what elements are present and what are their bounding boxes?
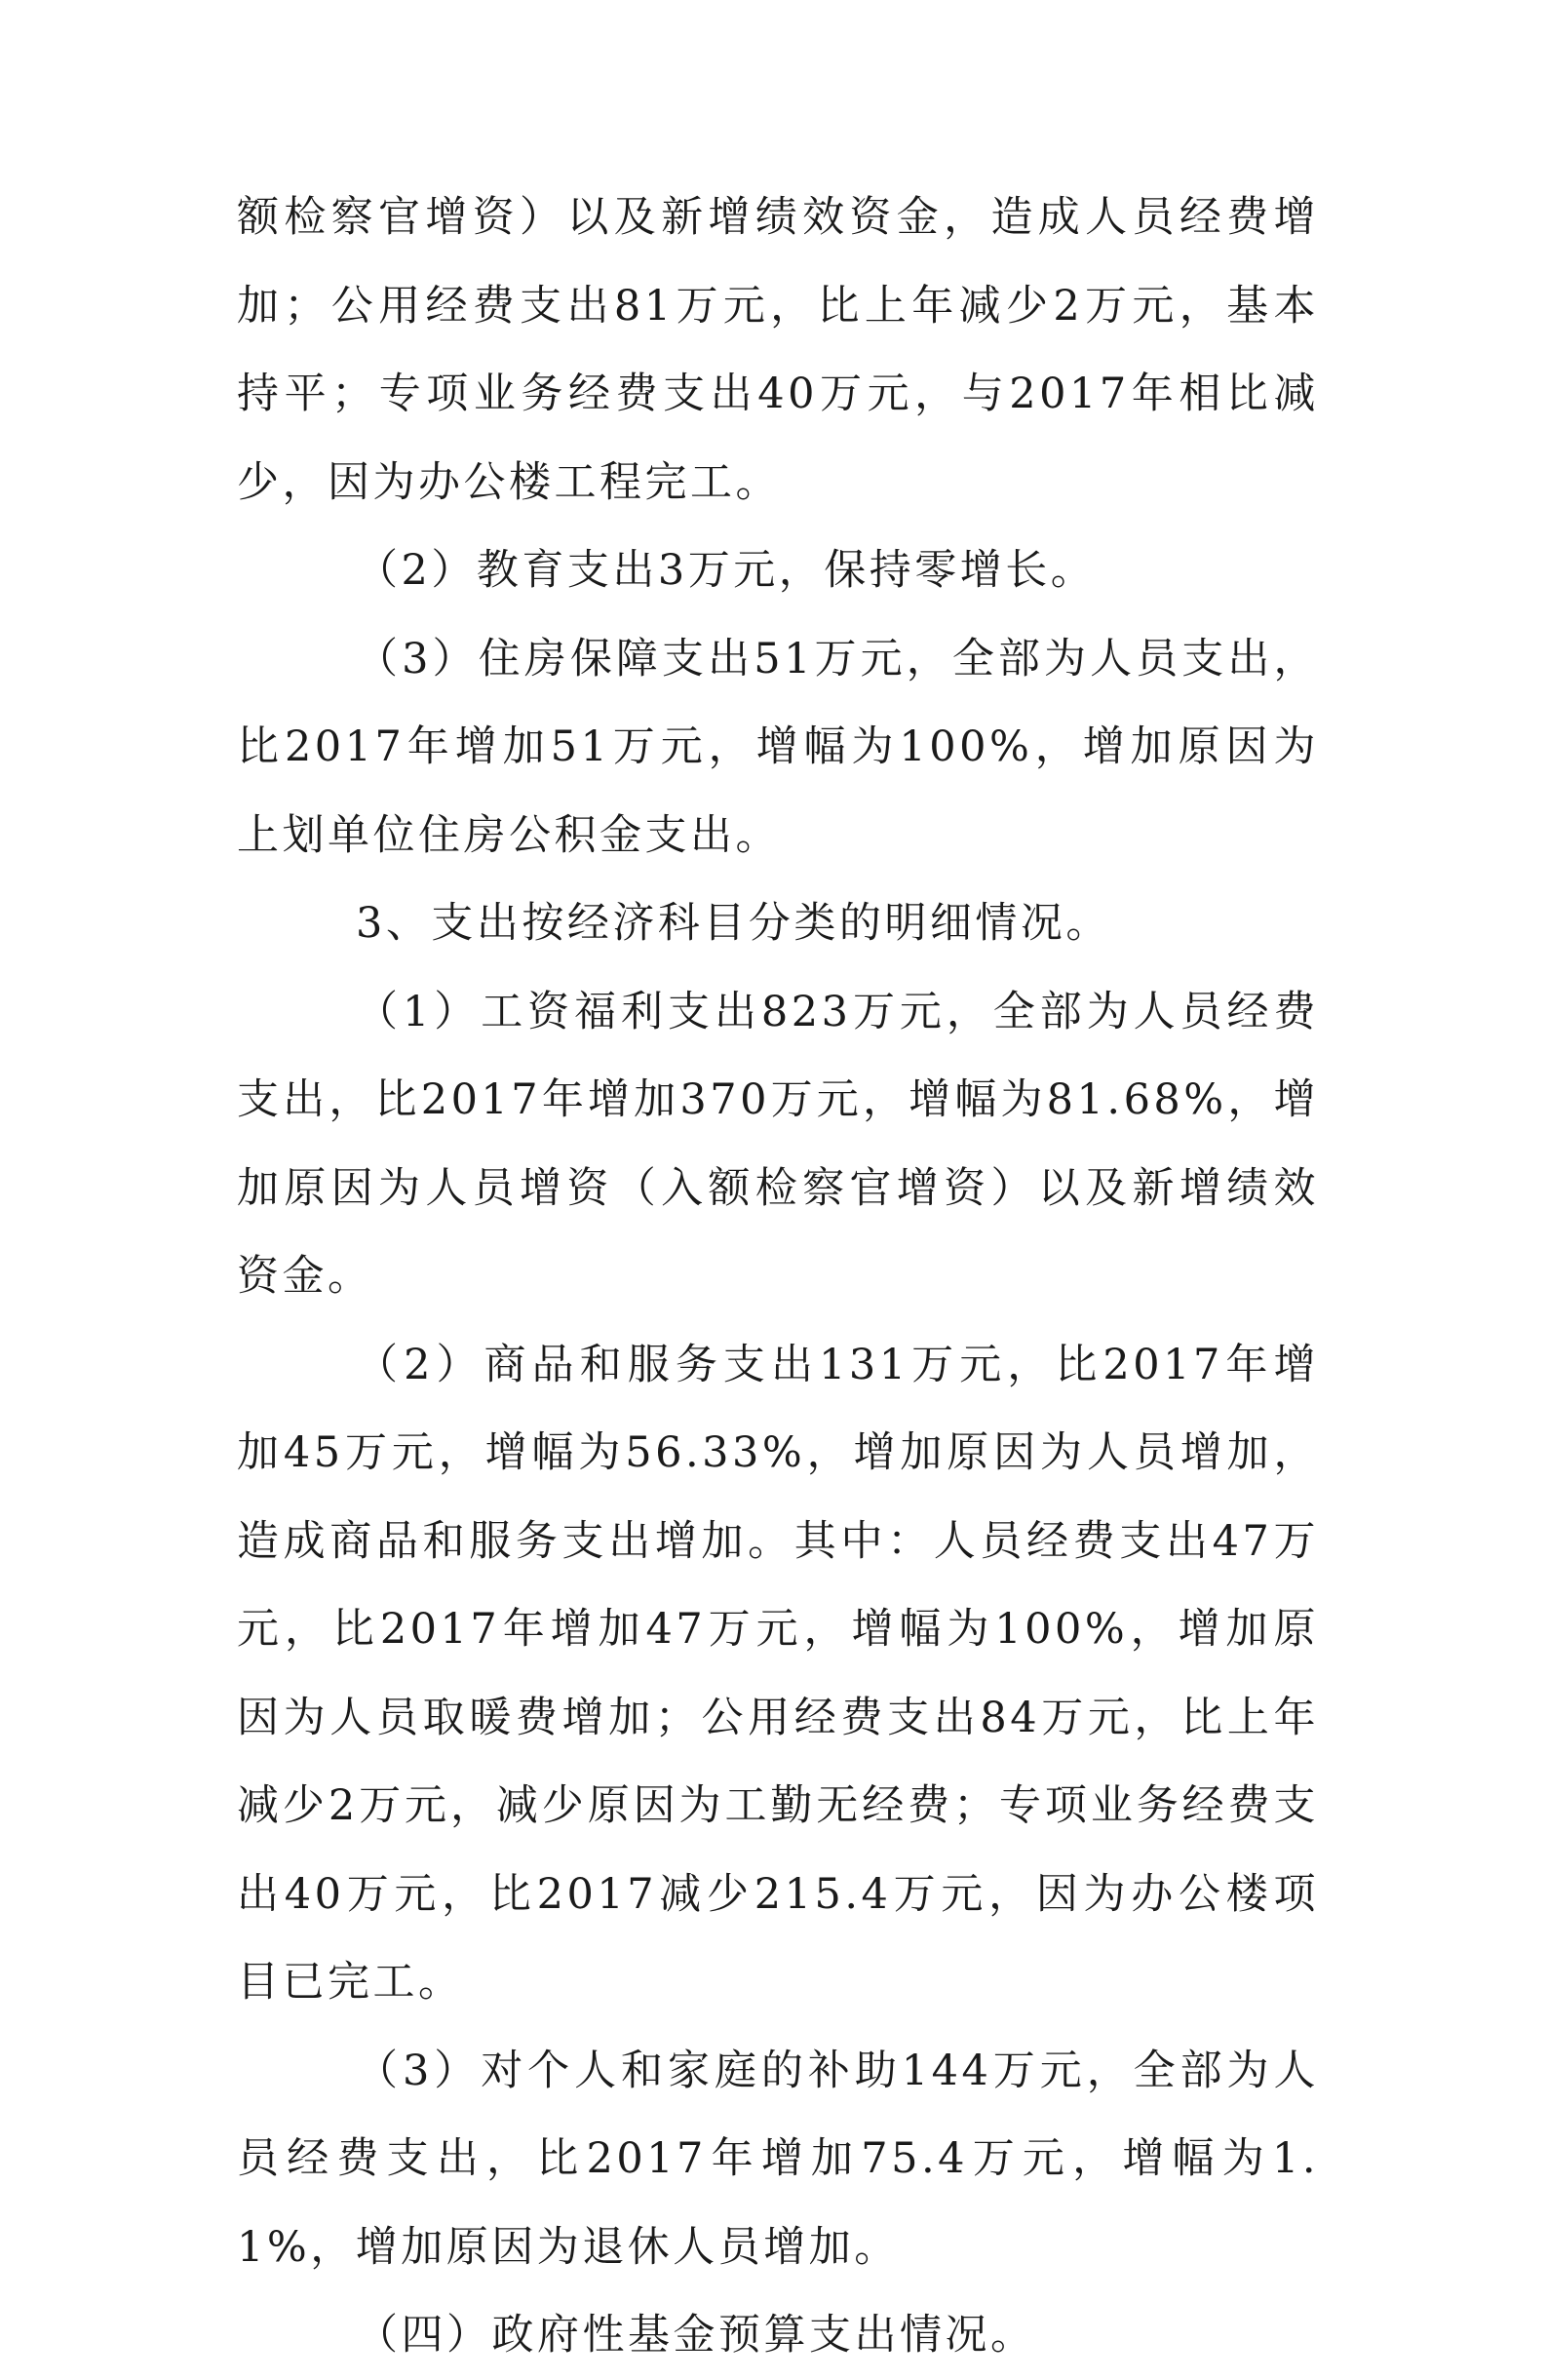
- document-body: [237, 174, 1319, 2380]
- section-heading-economic-classification: 3、支出按经济科目分类的明细情况。: [356, 899, 1111, 948]
- paragraph-salary-welfare-expense: （1）工资福利支出823万元，全部为人员经费支出，比2017年增加370万元，增幅为81.68%，增加原因为人员增资（入额检察官增资）以及新增绩效资金。: [237, 987, 1319, 1301]
- paragraph-education-expense: （2）教育支出3万元，保持零增长。: [356, 546, 1097, 595]
- paragraph-individual-family-subsidy: （3）对个人和家庭的补助144万元，全部为人员经费支出，比2017年增加75.4万元，增幅为1.1%，增加原因为退休人员增加。: [237, 2046, 1319, 2272]
- paragraph-continuation: 额检察官增资）以及新增绩效资金，造成人员经费增加；公用经费支出81万元，比上年减少2万元，基本持平；专项业务经费支出40万元，与2017年相比减少，因为办公楼工程完工。: [237, 193, 1319, 507]
- section-heading-government-fund: （四）政府性基金预算支出情况。: [356, 2311, 1036, 2360]
- paragraph-goods-services-expense: （2）商品和服务支出131万元，比2017年增加45万元，增幅为56.33%，增加原因为人员增加，造成商品和服务支出增加。其中：人员经费支出47万元，比2017年增加47万元，增幅为100%，增加原因为人员取暖费增加；公用经费支出84万元，比上年减少2万元，减少原因为工勤无经费；专项业务经费支出40万元，比2017减少215.4万元，因为办公楼项目已完工。: [237, 1340, 1319, 2007]
- paragraph-housing-expense: （3）住房保障支出51万元，全部为人员支出，比2017年增加51万元，增幅为100%，增加原因为上划单位住房公积金支出。: [237, 634, 1319, 860]
